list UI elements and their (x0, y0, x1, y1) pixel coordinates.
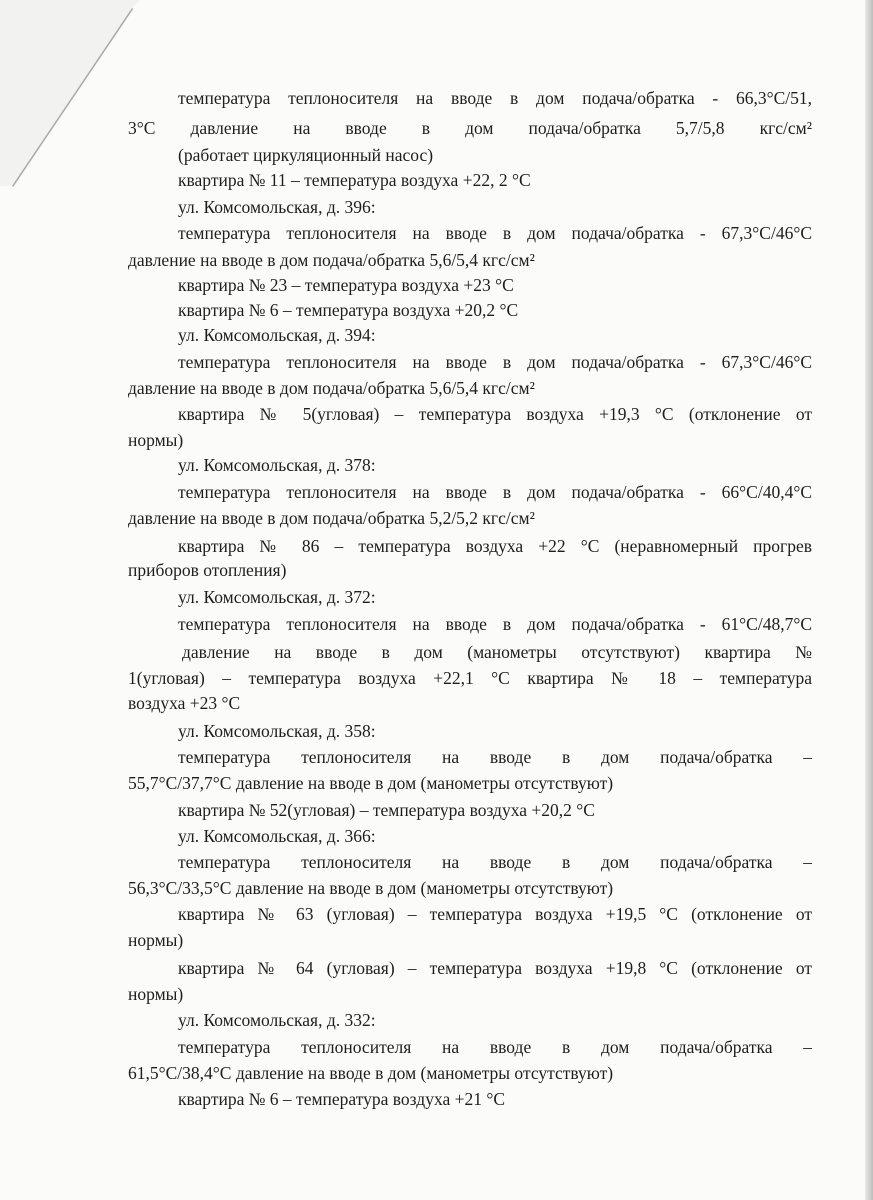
text-line: квартира № 11 – температура воздуха +22, 2 °C (178, 170, 531, 190)
text-line: температура теплоносителя на вводе в дом подача/обратка - 67,3°C/46°C (178, 352, 812, 372)
text-line: нормы) (128, 430, 184, 450)
text-line: температура теплоносителя на вводе в дом подача/обратка – (178, 852, 812, 872)
text-line: 61,5°C/38,4°C давление на вводе в дом (манометры отсутствуют) (128, 1063, 614, 1083)
text-line: температура теплоносителя на вводе в дом подача/обратка - 66°C/40,4°C (178, 482, 812, 502)
text-line: нормы) (128, 984, 184, 1004)
text-line: 55,7°C/37,7°C давление на вводе в дом (манометры отсутствуют) (128, 773, 614, 793)
text-line: 3°C давление на вводе в дом подача/обратка 5,7/5,8 кгс/см² (128, 118, 812, 138)
text-line: воздуха +23 °C (128, 693, 241, 713)
text-line: нормы) (128, 930, 184, 950)
text-line: температура теплоносителя на вводе в дом подача/обратка - 67,3°C/46°C (178, 223, 812, 243)
address-heading: ул. Комсомольская, д. 366: (178, 826, 376, 846)
text-line: температура теплоносителя на вводе в дом подача/обратка – (178, 747, 812, 767)
address-heading: ул. Комсомольская, д. 358: (178, 721, 376, 741)
address-heading: ул. Комсомольская, д. 372: (178, 587, 376, 607)
text-line: квартира № 64 (угловая) – температура воздуха +19,8 °C (отклонение от (178, 958, 812, 978)
text-line: квартира № 86 – температура воздуха +22 °C (неравномерный прогрев (178, 536, 812, 556)
text-line: квартира № 52(угловая) – температура воздуха +20,2 °C (178, 800, 595, 820)
text-line: температура теплоносителя на вводе в дом подача/обратка – (178, 1037, 812, 1057)
address-heading: ул. Комсомольская, д. 332: (178, 1010, 376, 1030)
text-line: давление на вводе в дом подача/обратка 5,6/5,4 кгс/см² (128, 378, 535, 398)
scan-edge (865, 0, 873, 1200)
text-line: (работает циркуляционный насос) (178, 145, 434, 165)
text-line: квартира № 23 – температура воздуха +23 °C (178, 275, 514, 295)
address-heading: ул. Комсомольская, д. 378: (178, 455, 376, 475)
text-line: давление на вводе в дом (манометры отсутствуют) квартира № (182, 642, 812, 662)
text-line: квартира № 6 – температура воздуха +20,2 °C (178, 300, 519, 320)
address-heading: ул. Комсомольская, д. 396: (178, 197, 376, 217)
text-line: квартира № 5(угловая) – температура воздуха +19,3 °C (отклонение от (178, 404, 812, 424)
text-line: давление на вводе в дом подача/обратка 5,2/5,2 кгс/см² (128, 508, 535, 528)
text-line: давление на вводе в дом подача/обратка 5,6/5,4 кгс/см² (128, 250, 535, 270)
text-line: 56,3°C/33,5°C давление на вводе в дом (манометры отсутствуют) (128, 878, 614, 898)
text-line: температура теплоносителя на вводе в дом подача/обратка - 61°C/48,7°C (178, 614, 812, 634)
text-line: приборов отопления) (128, 560, 287, 580)
text-line: квартира № 6 – температура воздуха +21 °C (178, 1089, 506, 1109)
address-heading: ул. Комсомольская, д. 394: (178, 325, 376, 345)
text-line: температура теплоносителя на вводе в дом подача/обратка - 66,3°C/51, (178, 88, 812, 108)
text-line: 1(угловая) – температура воздуха +22,1 °C квартира № 18 – температура (128, 668, 812, 688)
page-fold-mark (0, 0, 200, 220)
text-line: квартира № 63 (угловая) – температура воздуха +19,5 °C (отклонение от (178, 904, 812, 924)
